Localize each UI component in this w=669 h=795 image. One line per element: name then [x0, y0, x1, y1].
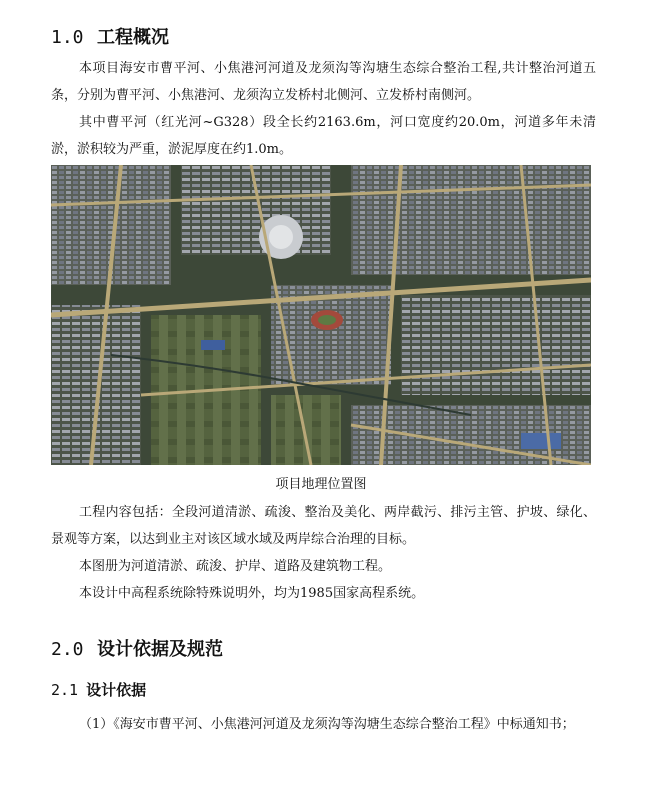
satellite-image — [51, 165, 591, 465]
caoping-river-paragraph: 其中曹平河（红光河~G328）段全长约2163.6m，河口宽度约20.0m，河道多年未清淤，淤积较为严重，淤泥厚度在约1.0m。 — [51, 115, 596, 157]
section-1-title: 工程概况 — [97, 27, 169, 48]
project-location-satellite-map — [51, 165, 591, 465]
subsection-2-1-number: 2.1 — [51, 681, 79, 699]
design-basis-item-1: （1）《海安市曹平河、小焦港河河道及龙须沟等沟塘生态综合整治工程》中标通知书； — [79, 717, 575, 732]
section-2-number: 2.0 — [51, 639, 84, 660]
section-1-number: 1.0 — [51, 27, 84, 48]
project-overview-paragraph: 本项目海安市曹平河、小焦港河河道及龙须沟等沟塘生态综合整治工程,共计整治河道五条，分别为曹平河、小焦港河、龙须沟立发桥村北侧河、立发桥村南侧河。 — [51, 61, 596, 103]
section-2-heading — [51, 639, 223, 661]
work-scope-paragraph: 工程内容包括：全段河道清淤、疏浚、整治及美化、两岸截污、排污主管、护坡、绿化、景观等方案，以达到业主对该区域水域及两岸综合治理的目标。 — [51, 505, 596, 547]
elevation-system-paragraph: 本设计中高程系统除特殊说明外，均为1985国家高程系统。 — [79, 586, 425, 601]
figure-caption: 项目地理位置图 — [275, 477, 367, 492]
section-2-title: 设计依据及规范 — [97, 639, 223, 660]
subsection-2-1-heading — [51, 680, 146, 700]
drawing-set-paragraph: 本图册为河道清淤、疏浚、护岸、道路及建筑物工程。 — [79, 559, 392, 574]
subsection-2-1-title: 设计依据 — [86, 681, 147, 699]
section-1-heading — [51, 27, 169, 49]
